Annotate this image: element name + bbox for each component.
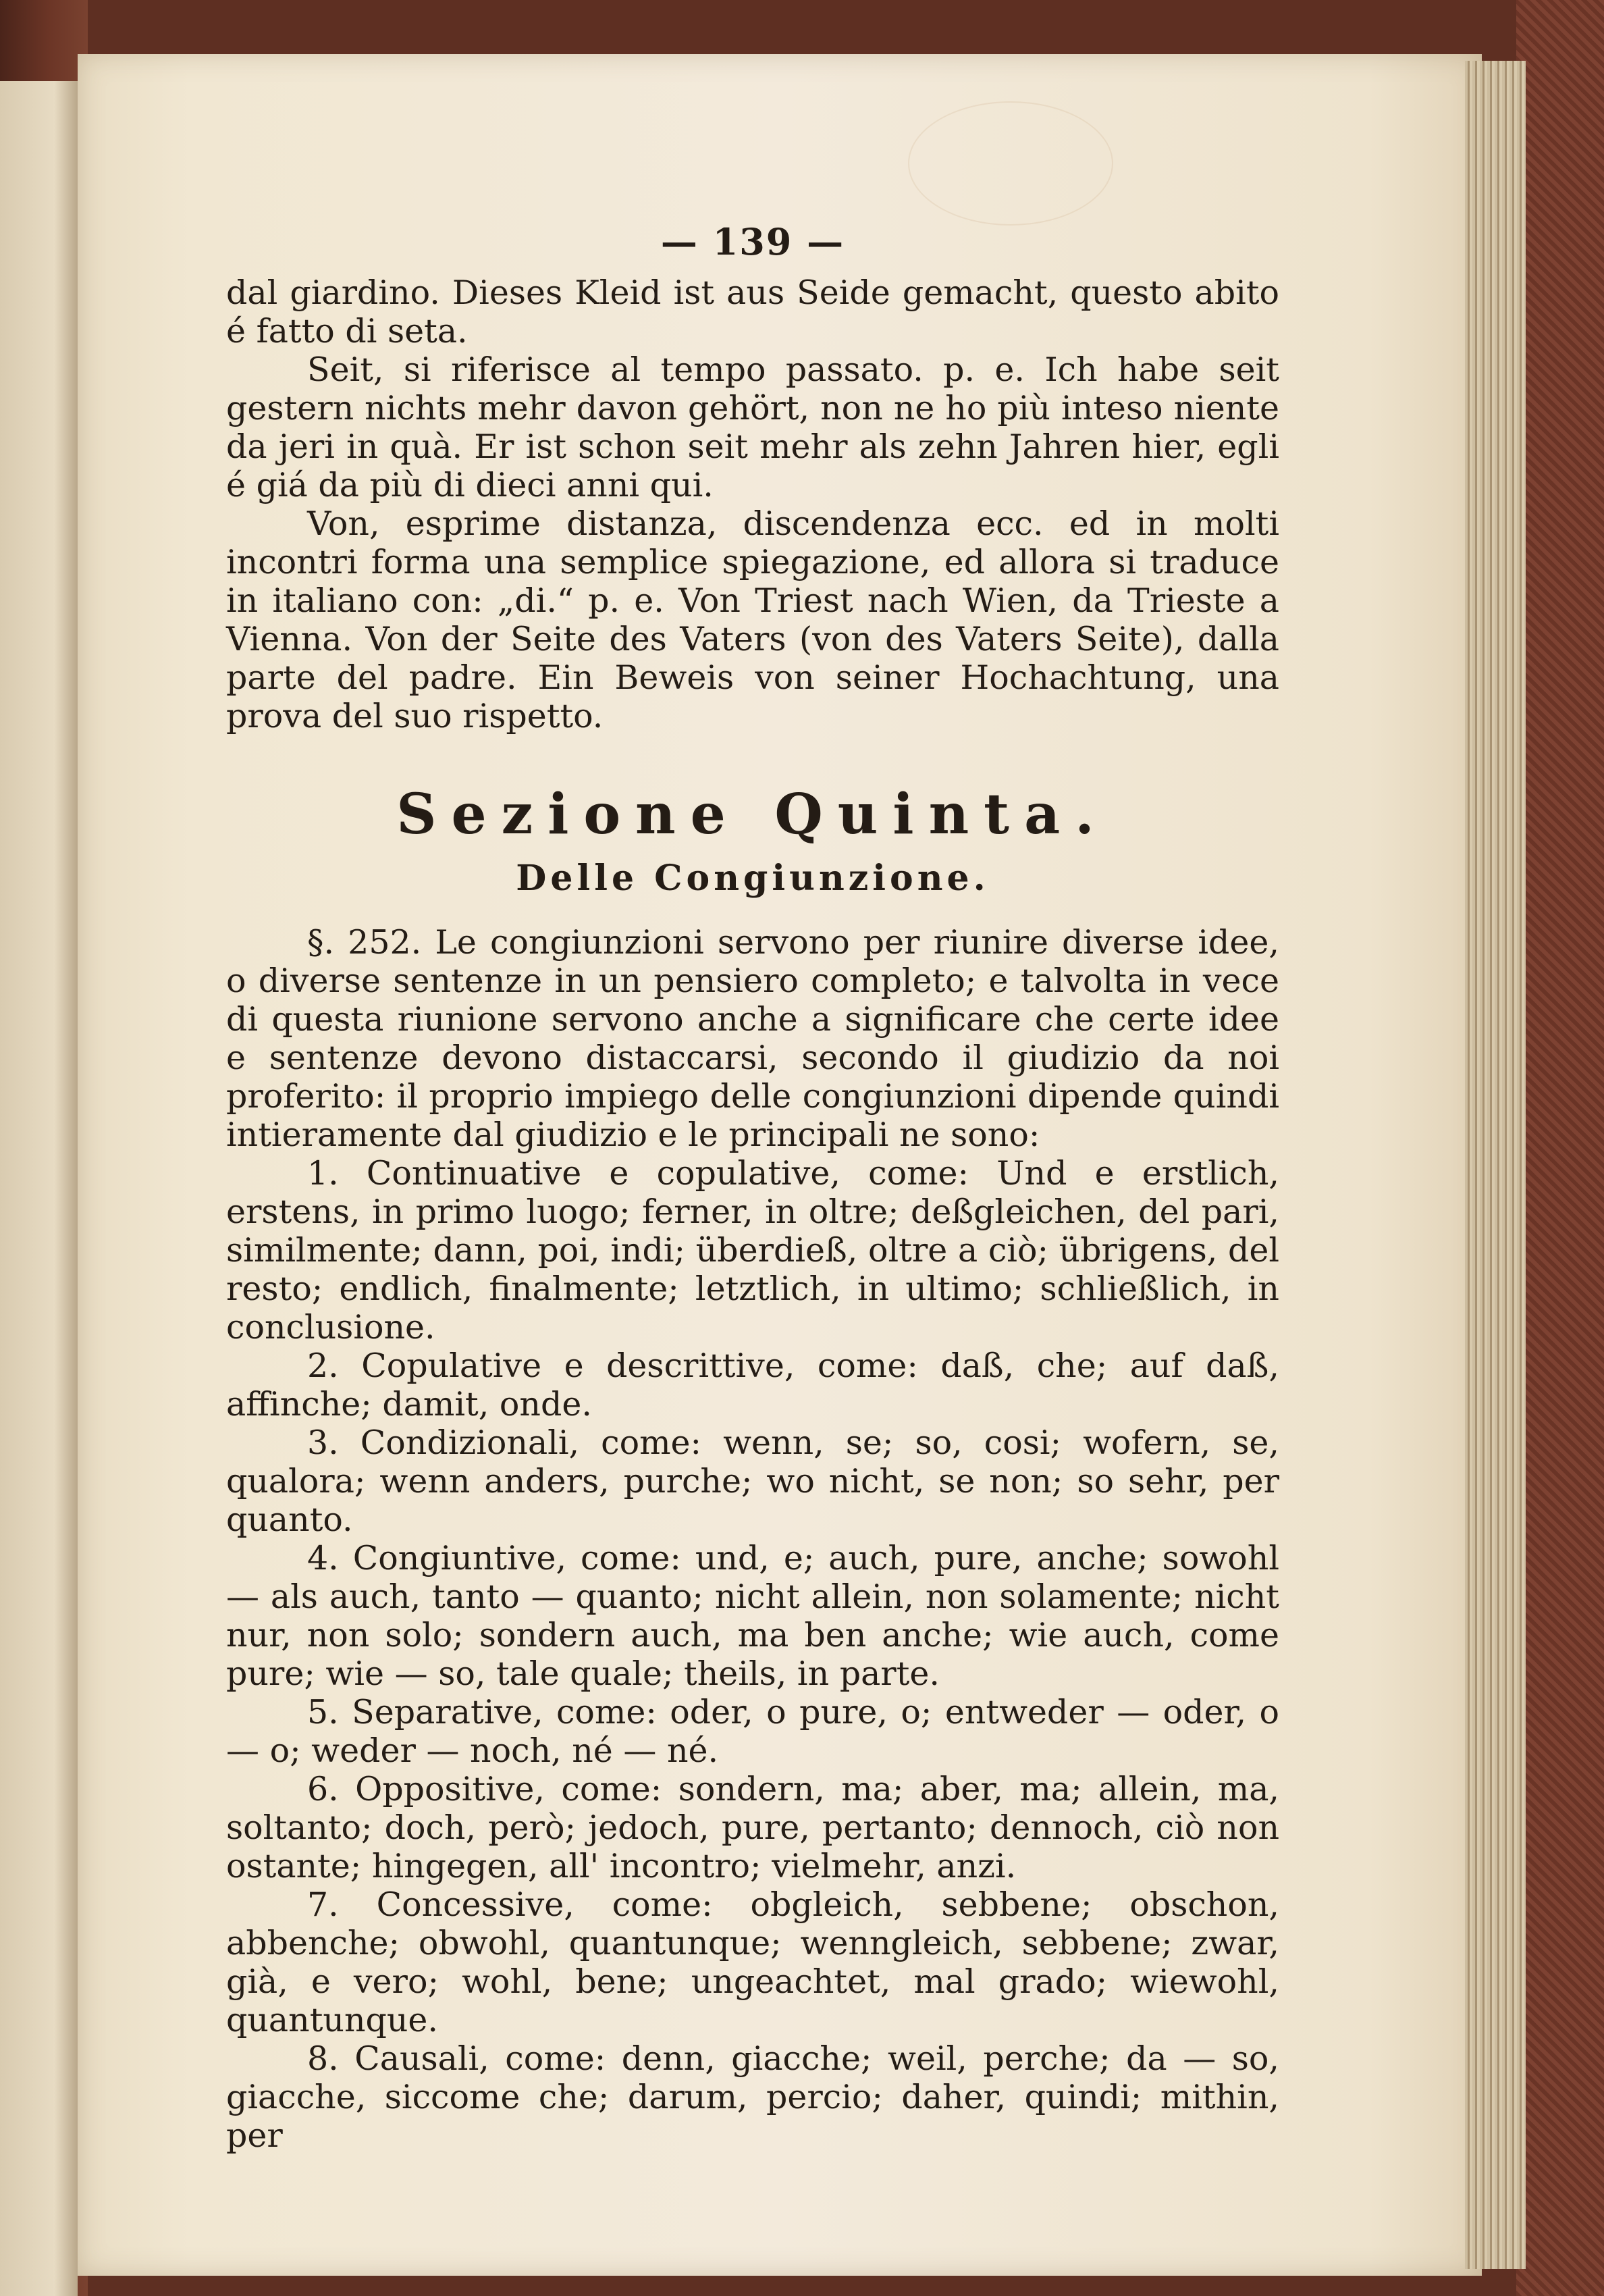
list-item: 4. Congiuntive, come: und, e; auch, pure, anche; sowohl — als auch, tanto — quanto; nicht allein, non solamente; nicht nur, non solo; sondern auch, ma ben anche; wie auch, come pure; wie — so, tale quale; theils, in parte. bbox=[226, 1539, 1279, 1693]
page-edges bbox=[1465, 61, 1526, 2269]
paragraph: Seit, si riferisce al tempo passato. p. e. Ich habe seit gestern nichts mehr davon gehört, non ne ho più inteso niente da jeri in quà. Er ist schon seit mehr als zehn Jahren hier, egli é giá da più di dieci anni qui. bbox=[226, 350, 1279, 504]
paragraph: Von, esprime distanza, discendenza ecc. ed in molti incontri forma una semplice spiegazione, ed allora si traduce in italiano con: „di.“ p. e. Von Triest nach Wien, da Trieste a Vienna. Von der Seite des Vaters (von des Vaters Seite), dalla parte del padre. Ein Beweis von seiner Hochachtung, una prova del suo rispetto. bbox=[226, 504, 1279, 735]
page-number: — 139 — bbox=[660, 220, 845, 263]
list-item: 8. Causali, come: denn, giacche; weil, perche; da — so, giacche, siccome che; darum, percio; daher, quindi; mithin, per bbox=[226, 2039, 1279, 2155]
book-cover-right bbox=[1516, 0, 1604, 2296]
list-item: 2. Copulative e descrittive, come: daß, che; auf daß, affinche; damit, onde. bbox=[226, 1347, 1279, 1424]
section-title: Sezione Quinta. bbox=[396, 782, 1109, 847]
paragraph: dal giardino. Dieses Kleid ist aus Seide gemacht, questo abito é fatto di seta. bbox=[226, 273, 1279, 350]
list-item: 5. Separative, come: oder, o pure, o; entweder — oder, o — o; weder — noch, né — né. bbox=[226, 1693, 1279, 1770]
list-item: 1. Continuative e copulative, come: Und e erstlich, erstens, in primo luogo; ferner, in oltre; deßgleichen, del pari, similmente; dann, poi, indi; überdieß, oltre a ciò; übrigens, del resto; endlich, finalmente; letztlich, in ultimo; schließlich, in conclusione. bbox=[226, 1154, 1279, 1347]
facing-page-edge bbox=[0, 81, 78, 2296]
page-content bbox=[226, 220, 1279, 2155]
section-subtitle: Delle Congiunzione. bbox=[516, 858, 990, 899]
list-item: 6. Oppositive, come: sondern, ma; aber, ma; allein, ma, soltanto; doch, però; jedoch, pure, pertanto; dennoch, ciò non ostante; hingegen, all' incontro; vielmehr, anzi. bbox=[226, 1770, 1279, 1885]
page-stain bbox=[908, 101, 1113, 226]
intro-paragraph: §. 252. Le congiunzioni servono per riunire diverse idee, o diverse sentenze in un pensiero completo; e talvolta in vece di questa riunione servono anche a significare che certe idee e sentenze devono distaccarsi, secondo il giudizio da noi proferito: il proprio impiego delle congiunzioni dipende quindi intieramente dal giudizio e le principali ne sono: bbox=[226, 923, 1279, 1154]
list-item: 3. Condizionali, come: wenn, se; so, cosi; wofern, se, qualora; wenn anders, purche; wo nicht, se non; so sehr, per quanto. bbox=[226, 1424, 1279, 1539]
list-item: 7. Concessive, come: obgleich, sebbene; obschon, abbenche; obwohl, quantunque; wenngleich, sebbene; zwar, già, e vero; wohl, bene; ungeachtet, mal grado; wiewohl, quantunque. bbox=[226, 1885, 1279, 2039]
